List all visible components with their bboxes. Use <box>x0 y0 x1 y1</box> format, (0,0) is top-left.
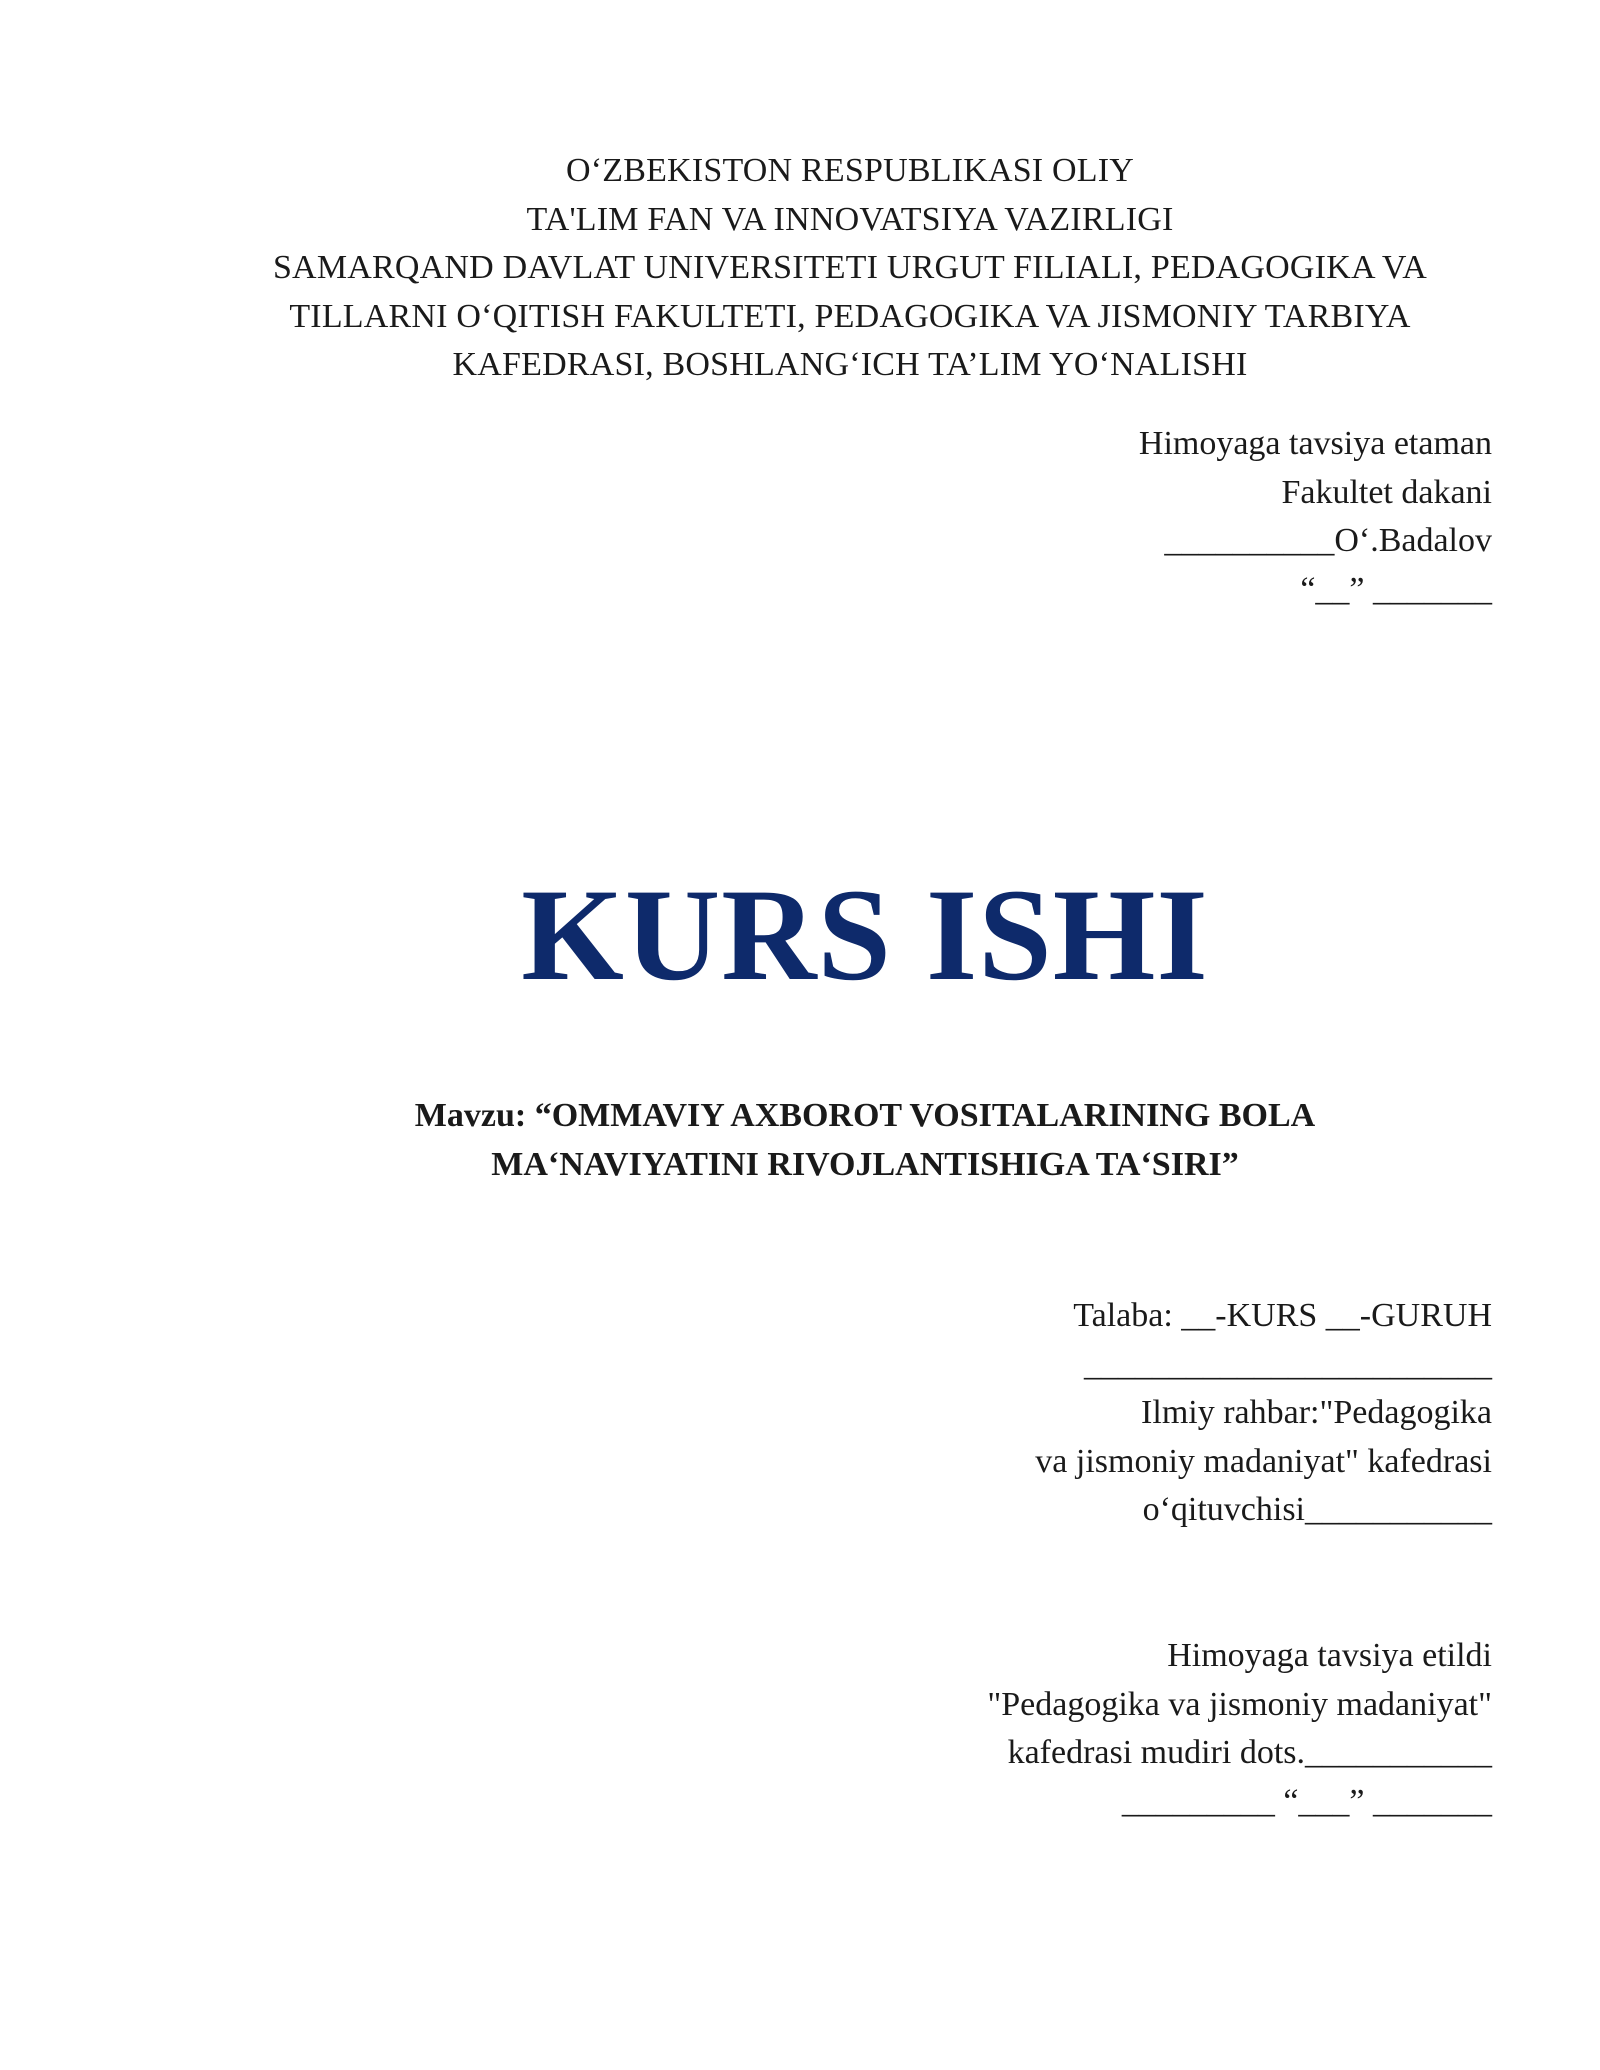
supervisor-line: Ilmiy rahbar:"Pedagogika <box>1141 1394 1492 1431</box>
approval-line: Himoyaga tavsiya etaman <box>1138 425 1492 462</box>
approval-line: Fakultet dakani <box>1281 473 1492 511</box>
document-title: KURS ISHI <box>521 861 1209 1008</box>
student-name-line: ________________________ <box>1084 1345 1492 1383</box>
header-line: TILLARNI O‘QITISH FAKULTETI, PEDAGOGIKA VA JISMONIY TARBIYA <box>289 297 1411 335</box>
header-line: O‘ZBEKISTON RESPUBLIKASI OLIY <box>565 152 1135 189</box>
approval-date-line: _________ “___” _______ <box>1121 1782 1492 1820</box>
approval-date-line: “__” _______ <box>1300 570 1492 608</box>
approval-signature-line: kafedrasi mudiri dots.___________ <box>1007 1734 1492 1771</box>
topic-block <box>200 1092 1530 1189</box>
approval-line: "Pedagogika va jismoniy madaniyat" <box>987 1685 1492 1723</box>
topic-line: Mavzu: “OMMAVIY AXBOROT VOSITALARINING BOLA <box>414 1097 1316 1134</box>
institution-header <box>200 147 1500 390</box>
dean-approval-block <box>1139 420 1492 614</box>
student-supervisor-block <box>1035 1292 1492 1535</box>
header-line: KAFEDRASI, BOSHLANG‘ICH TA’LIM YO‘NALISHI <box>452 346 1248 383</box>
student-line: Talaba: __-KURS __-GURUH <box>1073 1297 1492 1334</box>
header-line: SAMARQAND DAVLAT UNIVERSITETI URGUT FILIALI, PEDAGOGIKA VA <box>272 249 1428 286</box>
approval-signature-line: __________O‘.Badalov <box>1164 522 1492 559</box>
supervisor-line: va jismoniy madaniyat" kafedrasi <box>1035 1442 1492 1480</box>
supervisor-line: o‘qituvchisi___________ <box>1142 1491 1492 1528</box>
department-approval-block <box>987 1632 1492 1826</box>
topic-line: MA‘NAVIYATINI RIVOJLANTISHIGA TA‘SIRI” <box>491 1145 1239 1183</box>
approval-line: Himoyaga tavsiya etildi <box>1167 1637 1492 1674</box>
header-line: TA'LIM FAN VA INNOVATSIYA VAZIRLIGI <box>526 200 1174 238</box>
